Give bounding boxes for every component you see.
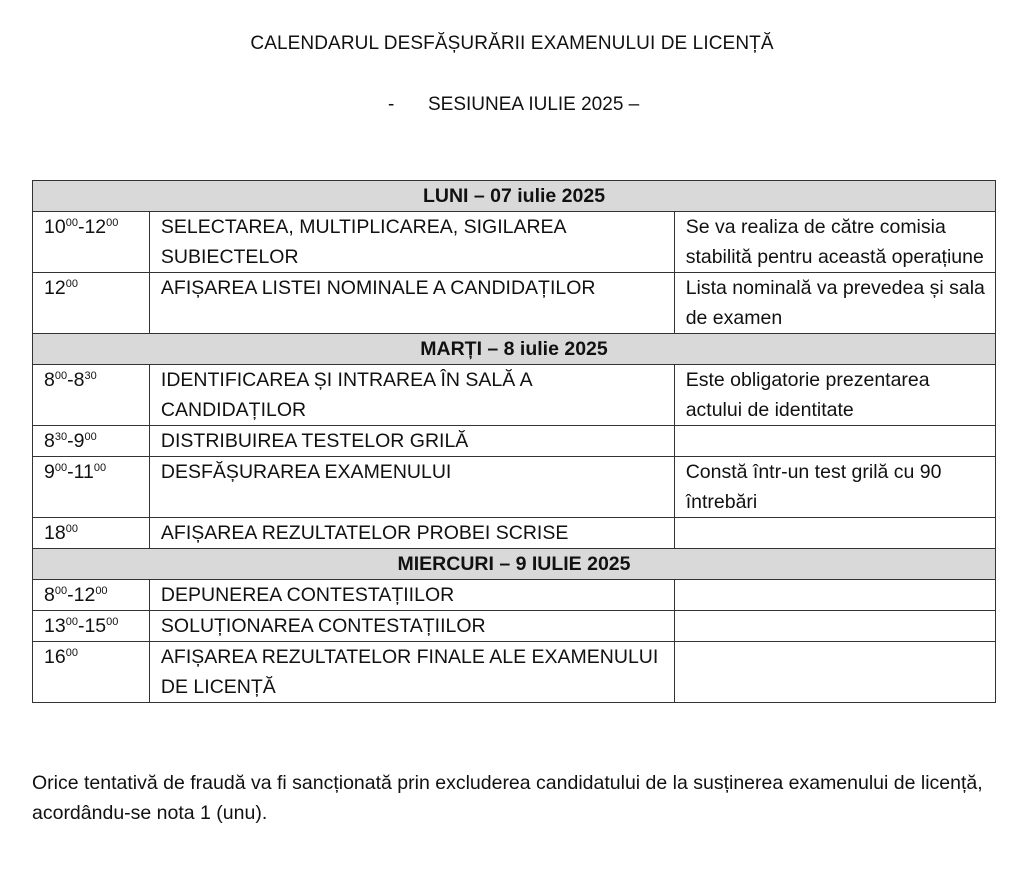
time-cell [33, 212, 150, 273]
activity-cell: AFIȘAREA REZULTATELOR PROBEI SCRISE [149, 518, 674, 549]
schedule-row [33, 273, 996, 334]
time-hour: 13 [44, 615, 66, 637]
time-separator: - [67, 461, 74, 483]
activity-cell: DESFĂȘURAREA EXAMENULUI [149, 457, 674, 518]
note-cell: Se va realiza de către comisia stabilită pentru această operațiune [674, 212, 995, 273]
time-separator: - [67, 369, 74, 391]
time-hour: 10 [44, 216, 66, 238]
activity-cell: IDENTIFICAREA ȘI INTRAREA ÎN SALĂ A CANDIDAȚILOR [149, 365, 674, 426]
time-hour: 11 [73, 461, 94, 483]
time-cell [33, 457, 150, 518]
schedule-row [33, 365, 996, 426]
subtitle-dash: - [388, 94, 395, 115]
activity-cell: SOLUȚIONAREA CONTESTAȚIILOR [149, 611, 674, 642]
exam-schedule-table [32, 180, 996, 703]
schedule-row [33, 518, 996, 549]
time-hour: 12 [84, 216, 107, 238]
note-cell [674, 426, 995, 457]
time-cell [33, 273, 150, 334]
time-minutes: 30 [84, 370, 97, 382]
schedule-body [33, 181, 996, 703]
time-cell [33, 426, 150, 457]
time-minutes: 00 [95, 585, 108, 597]
schedule-row [33, 580, 996, 611]
time-minutes: 00 [106, 217, 119, 229]
time-cell [33, 580, 150, 611]
time-hour: 8 [73, 369, 85, 391]
day-header-row [33, 549, 996, 580]
time-hour: 15 [84, 615, 107, 637]
time-hour: 16 [44, 646, 66, 668]
schedule-row [33, 642, 996, 703]
note-cell: Lista nominală va prevedea și sala de examen [674, 273, 995, 334]
time-hour: 18 [44, 522, 66, 544]
time-minutes: 00 [84, 431, 97, 443]
day-header-row [33, 334, 996, 365]
time-minutes: 00 [65, 217, 78, 229]
note-cell [674, 642, 995, 703]
time-separator: - [77, 216, 85, 238]
activity-cell: AFIȘAREA REZULTATELOR FINALE ALE EXAMENULUI DE LICENȚĂ [149, 642, 674, 703]
session-subtitle [388, 94, 639, 116]
subtitle-text: SESIUNEA IULIE 2025 – [428, 94, 640, 115]
note-cell: Constă într-un test grilă cu 90 întrebări [674, 457, 995, 518]
time-minutes: 00 [65, 647, 78, 659]
time-minutes: 00 [93, 462, 107, 474]
time-separator: - [67, 584, 74, 606]
time-minutes: 00 [54, 585, 68, 597]
schedule-row [33, 212, 996, 273]
time-minutes: 00 [65, 278, 78, 290]
note-cell [674, 611, 995, 642]
day-header: MIERCURI – 9 IULIE 2025 [33, 549, 996, 580]
time-minutes: 00 [65, 523, 78, 535]
schedule-row [33, 611, 996, 642]
schedule-row [33, 426, 996, 457]
time-minutes: 00 [106, 616, 119, 628]
activity-cell: AFIȘAREA LISTEI NOMINALE A CANDIDAȚILOR [149, 273, 674, 334]
time-separator: - [77, 615, 85, 637]
day-header-row [33, 181, 996, 212]
time-hour: 8 [44, 584, 55, 606]
time-cell [33, 518, 150, 549]
schedule-row [33, 457, 996, 518]
note-cell: Este obligatorie prezentarea actului de identitate [674, 365, 995, 426]
time-hour: 9 [44, 461, 55, 483]
activity-cell: SELECTAREA, MULTIPLICAREA, SIGILAREA SUBIECTELOR [149, 212, 674, 273]
fraud-warning-note: Orice tentativă de fraudă va fi sancționată prin excluderea candidatului de la susținerea examenului de licență, acordându-se nota 1 (unu). [32, 772, 983, 824]
time-separator: - [67, 430, 74, 452]
time-hour: 12 [44, 277, 66, 299]
time-minutes: 00 [65, 616, 78, 628]
time-hour: 8 [44, 369, 55, 391]
time-cell [33, 611, 150, 642]
activity-cell: DISTRIBUIREA TESTELOR GRILĂ [149, 426, 674, 457]
time-minutes: 00 [54, 462, 68, 474]
time-minutes: 30 [54, 431, 68, 443]
day-header: MARȚI – 8 iulie 2025 [33, 334, 996, 365]
day-header: LUNI – 07 iulie 2025 [33, 181, 996, 212]
time-minutes: 00 [54, 370, 68, 382]
note-cell [674, 580, 995, 611]
note-cell [674, 518, 995, 549]
time-cell [33, 642, 150, 703]
time-hour: 9 [73, 430, 85, 452]
document-title: CALENDARUL DESFĂȘURĂRII EXAMENULUI DE LICENȚĂ [250, 33, 774, 54]
activity-cell: DEPUNEREA CONTESTAȚIILOR [149, 580, 674, 611]
time-hour: 8 [44, 430, 55, 452]
time-cell [33, 365, 150, 426]
time-hour: 12 [73, 584, 96, 606]
